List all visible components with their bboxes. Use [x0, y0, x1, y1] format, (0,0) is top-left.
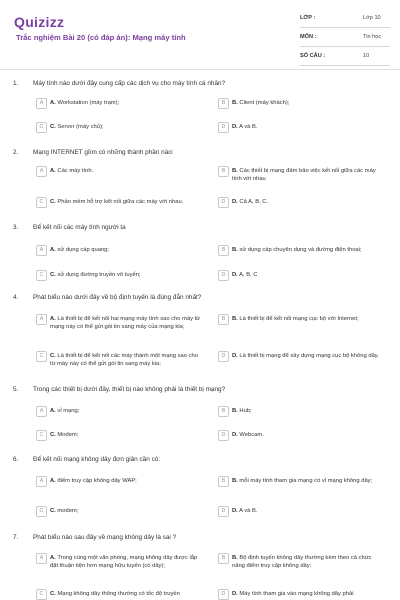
option-text	[50, 590, 202, 598]
question-number: 3.	[13, 224, 19, 231]
option-letter-box: A	[36, 476, 47, 487]
option-key: B.	[232, 247, 238, 253]
option-text	[232, 123, 384, 131]
option-letter-box: B	[218, 314, 229, 325]
option-answer: vỉ mạng;	[55, 408, 80, 414]
option-answer: Hub;	[237, 408, 252, 414]
question-number: 4.	[13, 294, 19, 301]
option-text	[232, 271, 384, 279]
option-letter-box: C	[36, 197, 47, 208]
meta-row-subject	[300, 31, 390, 47]
meta-value: Lớp 10	[363, 15, 381, 21]
option-key: D.	[232, 199, 238, 205]
question-number: 1.	[13, 80, 19, 87]
option-key: A.	[50, 478, 56, 484]
option-answer: A và B.	[237, 124, 258, 130]
option-key: B.	[232, 555, 238, 561]
option-key: D.	[232, 432, 238, 438]
option-answer: A và B.	[237, 508, 258, 514]
option-text	[232, 507, 384, 515]
worksheet-header	[0, 0, 400, 72]
option-letter-box: B	[218, 553, 229, 564]
question-number: 7.	[13, 534, 19, 541]
option-letter-box: D	[218, 430, 229, 441]
option-answer: Mạng không dây thông thường có tốc độ truyền	[55, 591, 180, 597]
option-answer: Modem;	[55, 432, 79, 438]
option-letter-box: C	[36, 270, 47, 281]
question-text: Phát biểu nào sau đây về mạng không dây là sai ?	[33, 534, 177, 541]
option-letter-box: A	[36, 166, 47, 177]
option-key: C.	[50, 508, 56, 514]
option-answer: điểm truy cập không dây WAP;	[55, 478, 137, 484]
option-answer: Là thiết bị mạng để xây dựng mạng cục bộ không dây.	[237, 353, 379, 359]
option-letter-box: D	[218, 270, 229, 281]
header-divider	[0, 69, 400, 70]
option-letter-box: A	[36, 314, 47, 325]
option-key: C.	[50, 353, 56, 359]
option-text	[50, 554, 202, 570]
option-letter-box: B	[218, 406, 229, 417]
option-letter-box: A	[36, 98, 47, 109]
option-answer: sử dụng cáp chuyên dụng và đường điện thoại;	[237, 247, 362, 253]
option-answer: Là thiết bị để kết nối mạng cục bộ với Internet;	[237, 316, 359, 322]
question-text: Phát biểu nào dưới đây về bộ định tuyến là đúng đắn nhất?	[33, 294, 202, 301]
option-key: B.	[232, 168, 238, 174]
option-answer: Server (máy chủ);	[55, 124, 104, 130]
option-text	[50, 123, 202, 131]
option-text	[50, 167, 202, 175]
option-letter-box: D	[218, 506, 229, 517]
option-letter-box: B	[218, 166, 229, 177]
option-text	[50, 352, 202, 368]
option-answer: Webcam.	[237, 432, 264, 438]
question-text: Để kết nối mạng không dây đơn giản cần có:	[33, 456, 161, 463]
option-key: D.	[232, 124, 238, 130]
option-answer: Client (máy khách);	[237, 100, 290, 106]
option-answer: Cả A, B, C.	[237, 199, 269, 205]
question-text: Máy tính nào dưới đây cung cấp các dịch vụ cho máy tính cá nhân?	[33, 80, 226, 87]
meta-label: LỚP :	[300, 15, 316, 21]
question-text: Trong các thiết bị dưới đây, thiết bị nào không phải là thiết bị mạng?	[33, 386, 226, 393]
option-letter-box: C	[36, 589, 47, 600]
option-text	[50, 246, 202, 254]
question-number: 2.	[13, 149, 19, 156]
option-text	[232, 477, 384, 485]
option-key: D.	[232, 353, 238, 359]
option-key: C.	[50, 591, 56, 597]
option-text	[232, 315, 384, 323]
option-answer: Workstation (máy trạm);	[55, 100, 120, 106]
option-answer: Là thiết bị để kết nối hai mạng máy tính sao cho máy từ mạng này có thể gửi gói tin sang máy của mạng kia;	[50, 316, 201, 330]
page-title: Trắc nghiệm Bài 20 (có đáp án): Mạng máy tính	[16, 33, 186, 42]
option-key: C.	[50, 432, 56, 438]
option-key: D.	[232, 591, 238, 597]
quizizz-logo: Quizizz	[14, 14, 65, 30]
option-key: A.	[50, 555, 56, 561]
option-letter-box: B	[218, 245, 229, 256]
option-text	[50, 315, 202, 331]
option-text	[232, 198, 384, 206]
option-answer: Phần mềm hỗ trợ kết nối giữa các máy với nhau.	[55, 199, 184, 205]
meta-value: Tin học	[363, 34, 382, 40]
option-letter-box: A	[36, 406, 47, 417]
option-answer: Trong cùng một văn phòng, mạng không dây được lắp đặt thuận tiện hơn mạng hữu tuyến (có dây);	[50, 555, 198, 569]
question-number: 5.	[13, 386, 19, 393]
option-text	[50, 198, 202, 206]
option-key: A.	[50, 247, 56, 253]
option-letter-box: B	[218, 476, 229, 487]
option-answer: A, B, C	[237, 272, 258, 278]
meta-label: MÔN :	[300, 34, 317, 40]
option-key: A.	[50, 316, 56, 322]
option-letter-box: C	[36, 430, 47, 441]
option-text	[232, 431, 384, 439]
question-text: Mạng INTERNET gồm có những thành phần nào:	[33, 149, 174, 156]
option-answer: sử dụng đường truyền vô tuyến;	[55, 272, 141, 278]
option-text	[50, 507, 202, 515]
meta-label: SỐ CÂU :	[300, 53, 326, 59]
option-answer: sử dụng cáp quang;	[55, 247, 110, 253]
option-answer: Các thiết bị mạng đảm bảo việc kết nối giữa các máy tính với nhau	[232, 168, 376, 182]
option-text	[232, 167, 384, 183]
option-key: A.	[50, 408, 56, 414]
option-text	[50, 407, 202, 415]
question-number: 6.	[13, 456, 19, 463]
option-text	[232, 352, 384, 360]
option-key: B.	[232, 408, 238, 414]
option-key: B.	[232, 100, 238, 106]
option-letter-box: A	[36, 245, 47, 256]
option-letter-box: D	[218, 122, 229, 133]
option-key: C.	[50, 199, 56, 205]
option-letter-box: C	[36, 506, 47, 517]
option-letter-box: A	[36, 553, 47, 564]
option-text	[232, 554, 384, 570]
option-text	[232, 407, 384, 415]
meta-box	[300, 12, 390, 69]
option-text	[50, 477, 202, 485]
option-text	[232, 246, 384, 254]
option-key: C.	[50, 124, 56, 130]
option-key: D.	[232, 508, 238, 514]
option-answer: modem;	[55, 508, 79, 514]
option-answer: Bộ định tuyến không dây thường kèm theo cả chức năng điểm truy cập không dây;	[232, 555, 372, 569]
option-letter-box: C	[36, 122, 47, 133]
meta-value: 10	[363, 53, 370, 59]
option-letter-box: D	[218, 351, 229, 362]
option-text	[50, 431, 202, 439]
option-answer: Các máy tính.	[55, 168, 94, 174]
question-text: Để kết nối các máy tính người ta	[33, 224, 126, 231]
option-answer: mỗi máy tính tham gia mạng có vỉ mạng không dây;	[237, 478, 373, 484]
option-text	[50, 271, 202, 279]
meta-row-count	[300, 50, 390, 66]
option-letter-box: D	[218, 589, 229, 600]
option-key: A.	[50, 168, 56, 174]
option-key: B.	[232, 316, 238, 322]
option-letter-box: C	[36, 351, 47, 362]
option-letter-box: D	[218, 197, 229, 208]
option-answer: Máy tính tham gia vào mạng không dây phải	[237, 591, 354, 597]
option-text	[232, 590, 384, 598]
option-key: B.	[232, 478, 238, 484]
option-key: D.	[232, 272, 238, 278]
option-answer: Là thiết bị để kết nối các máy thành một mạng sao cho từ máy này có thể gửi gói tin sang máy kia;	[50, 353, 198, 367]
option-text	[232, 99, 384, 107]
option-letter-box: B	[218, 98, 229, 109]
option-text	[50, 99, 202, 107]
meta-row-class	[300, 12, 390, 28]
option-key: C.	[50, 272, 56, 278]
option-key: A.	[50, 100, 56, 106]
